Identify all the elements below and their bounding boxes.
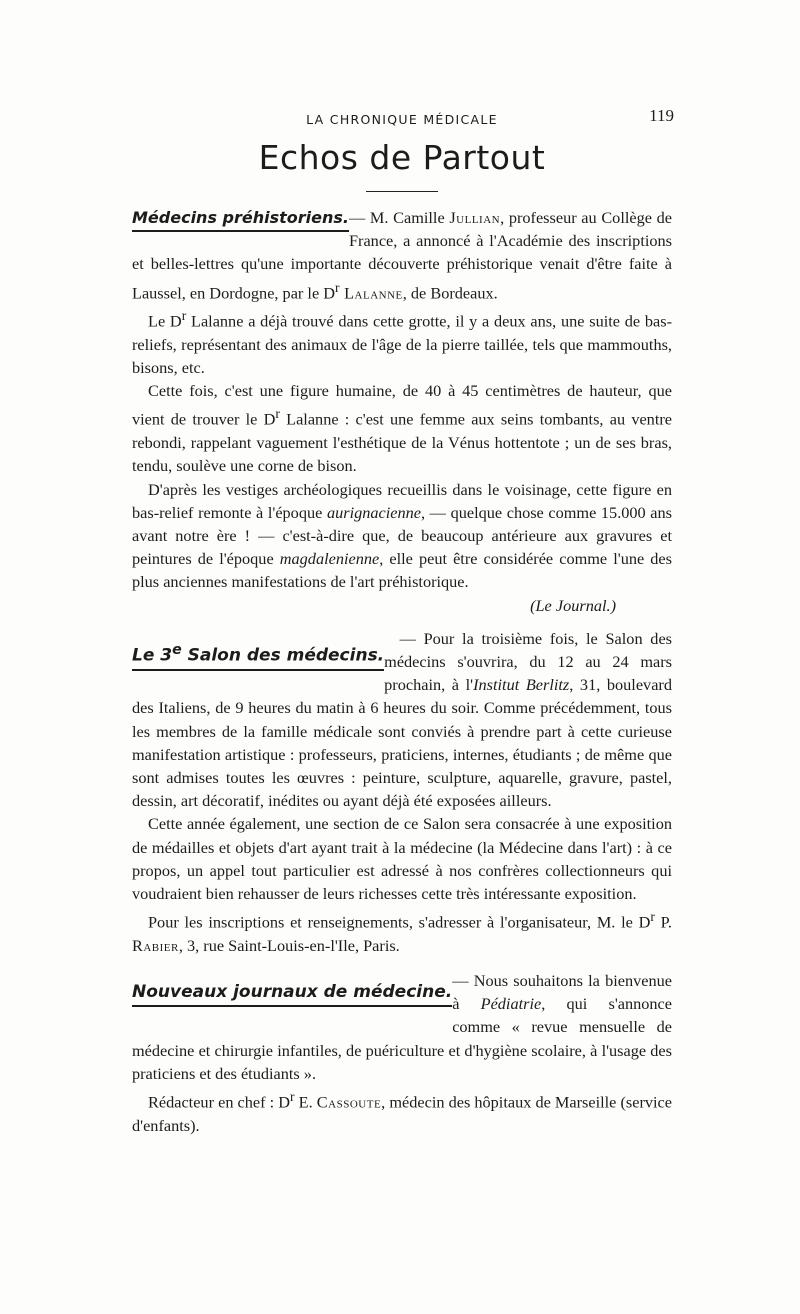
section-3-heading: Nouveaux journaux de médecine.: [132, 981, 452, 1007]
author-name-jullian: Jullian: [449, 208, 501, 227]
section-1-heading: Médecins préhistoriens.: [132, 206, 349, 232]
section-2-paragraph-3: Pour les inscriptions et renseignements, s'adresser à l'organisateur, M. le $D^r$ P. Rabier, 3, rue Saint-Louis-en-l'Ile, Paris.: [132, 909, 672, 955]
section-3-paragraph-2: Rédacteur en chef : $D^r$ E. Cassoute, médecin des hôpitaux de Marseille (service d'enfants).: [132, 1089, 673, 1135]
section-1-paragraph-2: Le $D^r$ Lalanne a déjà trouvé dans cette grotte, il y a deux ans, une suite de bas-reliefs, représentant des animaux de l'âge de la pierre taillée, tels que mammouths, bisons, etc.: [132, 308, 673, 378]
page-title: Echos de Partout: [258, 138, 546, 177]
section-2-heading-box: [132, 627, 384, 677]
editor-name-cassoute: Cassoute: [316, 1092, 382, 1112]
section-nouveaux-journaux: [132, 969, 672, 1137]
section-1-paragraph-3: Cette fois, c'est une figure humaine, de 40 à 45 centimètres de hauteur, que vient de trouver le $D^r$ Lalanne : c'est une femme aux seins tombants, au ventre rebondi, rappelant vaguement l'esthétique de la Vénus hottentote ; un de ses bras, tendu, soulève une corne de bison.: [132, 381, 672, 476]
page: [132, 100, 672, 1137]
section-medecins-prehistoriens: [132, 206, 672, 617]
section-2-heading: Le 3e Salon des médecins.: [132, 639, 384, 671]
organizer-name-rabier: Rabier: [132, 935, 179, 955]
source-citation: (Le Journal.): [530, 595, 616, 615]
page-number: 119: [649, 106, 674, 125]
section-salon-des-medecins: [132, 627, 672, 957]
page-header: [132, 100, 672, 126]
section-1-paragraph-1: Médecins préhistoriens. — M. Camille Jullian, professeur au Collège de France, a annoncé à l'Académie des inscriptions et belles-lettres qu'une importante découverte préhistorique venait d'être faite à Laussel, en Dordogne, par le $D^r$ Lalanne, de Bordeaux.: [132, 208, 672, 303]
section-3-paragraph-1: Nouveaux journaux de médecine. — Nous souhaitons la bienvenue à Pédiatrie, qui s'annonce comme « revue mensuelle de médecine et chirurgie infantiles, de puériculture et d'hygiène scolaire, à l'usage des praticiens et des étudiants ».: [132, 970, 673, 1083]
section-2-paragraph-1: Le 3e Salon des médecins. — Pour la troisième fois, le Salon des médecins s'ouvrira, du 12 au 24 mars prochain, à l'Institut Berlitz, 31, boulevard des Italiens, de 9 heures du matin à 6 heures du soir. Comme précédemment, tous les membres de la famille médicale sont conviés à prendre part à cette curieuse manifestation artistique : professeurs, praticiens, internes, étudiants ; de même que sont admises toutes les œuvres : peinture, sculpture, aquarelle, gravure, pastel, dessin, art décoratif, inédites ou ayant déjà été exposées ailleurs.: [132, 628, 673, 811]
section-1-heading-box: [132, 206, 349, 252]
title-rule: [366, 191, 438, 192]
author-name-lalanne: Lalanne: [339, 283, 403, 303]
section-1-paragraph-4: D'après les vestiges archéologiques recueillis dans le voisinage, cette figure en bas-relief remonte à l'époque aurignacienne, — quelque chose comme 15.000 ans avant notre ère ! — c'est-à-dire que, de beaucoup antérieure aux gravures et peintures de l'époque magdalenienne, elle peut être considérée comme l'une des plus anciennes manifestations de l'art préhistorique.: [132, 479, 673, 592]
section-2-paragraph-2: Cette année également, une section de ce Salon sera consacrée à une exposition de médailles et objets d'art ayant trait à la médecine (la Médecine dans l'art) : à ce propos, un appel tout particulier est adressé à nos confrères collectionneurs qui voudraient bien rehausser de leurs richesses cette très intéressante exposition.: [132, 814, 672, 903]
section-3-heading-box: [132, 969, 452, 1019]
running-title: LA CHRONIQUE MÉDICALE: [306, 112, 498, 127]
